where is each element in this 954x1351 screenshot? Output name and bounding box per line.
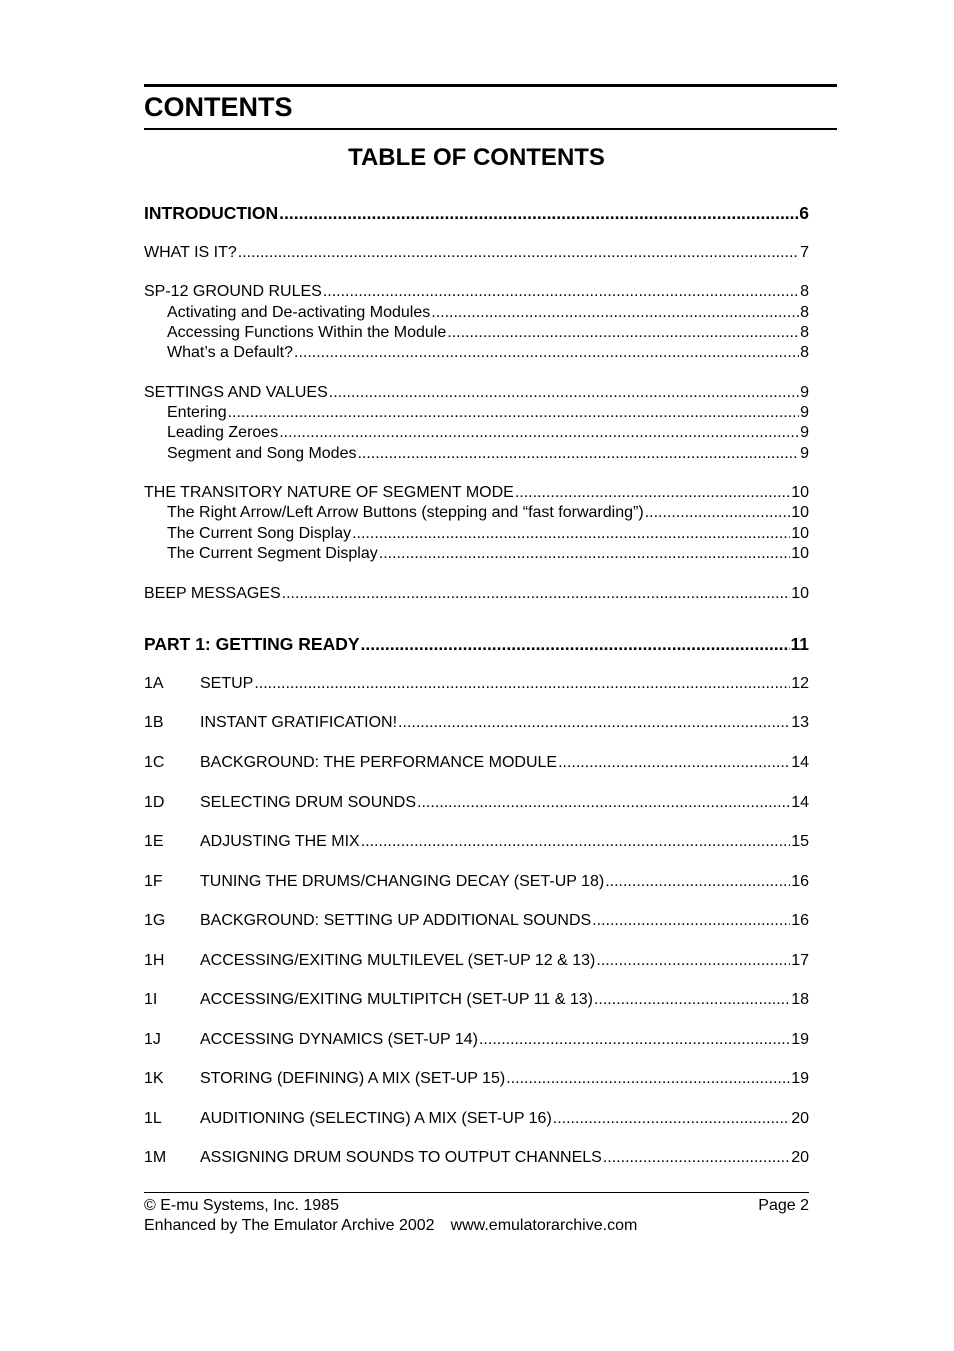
dot-leader <box>596 951 790 971</box>
archive-credit: Enhanced by The Emulator Archive 2002 <box>144 1217 435 1234</box>
toc-entry-page: 8 <box>800 283 809 300</box>
dot-leader <box>594 990 790 1010</box>
toc-entry <box>167 323 809 343</box>
toc-entry-title: ADJUSTING THE MIX <box>200 833 360 850</box>
dot-leader <box>357 444 799 464</box>
dot-leader <box>238 243 799 263</box>
toc-entry-title: The Current Segment Display <box>167 545 378 562</box>
dot-leader <box>323 282 799 302</box>
toc-entry-title: SETTINGS AND VALUES <box>144 384 328 401</box>
toc-entry-page: 18 <box>791 991 809 1008</box>
dot-leader <box>645 503 791 523</box>
toc-entry <box>167 524 809 544</box>
dot-leader <box>228 403 800 423</box>
toc-entry-page: 11 <box>790 634 809 654</box>
dot-leader <box>398 713 790 733</box>
toc-entry-page: 19 <box>791 1031 809 1048</box>
toc-entry-page: 13 <box>791 714 809 731</box>
dot-leader <box>279 202 798 224</box>
dot-leader <box>515 483 790 503</box>
toc-entry <box>144 633 809 655</box>
toc-entry-title: Accessing Functions Within the Module <box>167 324 447 341</box>
toc-title: TABLE OF CONTENTS <box>348 144 605 171</box>
toc-entry-title: THE TRANSITORY NATURE OF SEGMENT MODE <box>144 484 514 501</box>
toc-entry <box>167 544 809 564</box>
toc-entry-page: 14 <box>791 794 809 811</box>
toc-entry <box>144 911 809 931</box>
toc-entry <box>167 423 809 443</box>
toc-entry <box>144 832 809 852</box>
toc-entry <box>144 243 809 263</box>
toc-entry-page: 6 <box>799 203 809 223</box>
toc-entry-title: Leading Zeroes <box>167 424 279 441</box>
toc-entry-title: Entering <box>167 404 227 421</box>
page-number: Page 2 <box>758 1197 809 1214</box>
toc-entry-title: ACCESSING DYNAMICS (SET-UP 14) <box>200 1031 478 1048</box>
toc-entry-page: 8 <box>800 304 809 321</box>
toc-entry <box>144 1069 809 1089</box>
toc-entry-page: 16 <box>791 873 809 890</box>
toc-entry <box>144 1109 809 1129</box>
dot-leader <box>352 524 790 544</box>
dot-leader <box>431 303 799 323</box>
toc-entry-page: 9 <box>800 384 809 401</box>
toc-entry <box>144 753 809 773</box>
dot-leader <box>417 793 790 813</box>
toc-entry-title: SETUP <box>200 675 254 692</box>
footer-line-1 <box>144 1196 809 1216</box>
toc-entry <box>144 872 809 892</box>
toc-entry-title: INTRODUCTION <box>144 203 279 223</box>
toc-entry-number: 1M <box>144 1149 167 1166</box>
toc-entry-title: ACCESSING/EXITING MULTIPITCH (SET-UP 11 & 13) <box>200 991 593 1008</box>
toc-entry-page: 8 <box>800 324 809 341</box>
toc-entry-title: AUDITIONING (SELECTING) A MIX (SET-UP 16) <box>200 1110 552 1127</box>
toc-entry-title: The Right Arrow/Left Arrow Buttons (stepping and “fast forwarding”) <box>167 504 644 521</box>
toc-entry-number: 1E <box>144 833 164 850</box>
toc-entry-title: STORING (DEFINING) A MIX (SET-UP 15) <box>200 1070 506 1087</box>
toc-entry <box>144 483 809 503</box>
dot-leader <box>592 911 790 931</box>
toc-entry <box>144 383 809 403</box>
toc-entry <box>144 793 809 813</box>
toc-entry-title: BEEP MESSAGES <box>144 585 281 602</box>
toc-entry <box>144 713 809 733</box>
dot-leader <box>447 323 799 343</box>
toc-entry-page: 12 <box>791 675 809 692</box>
toc-entry <box>144 282 809 302</box>
toc-entry <box>167 343 809 363</box>
toc-entry <box>144 951 809 971</box>
copyright-text: © E-mu Systems, Inc. 1985 <box>144 1197 339 1214</box>
dot-leader <box>479 1030 790 1050</box>
toc-entry-page: 17 <box>791 952 809 969</box>
toc-entry-title: BACKGROUND: THE PERFORMANCE MODULE <box>200 754 558 771</box>
dot-leader <box>379 544 790 564</box>
toc-entry-title: What’s a Default? <box>167 344 293 361</box>
toc-entry <box>144 202 809 224</box>
dot-leader <box>361 832 790 852</box>
toc-entry-title: SP-12 GROUND RULES <box>144 283 322 300</box>
dot-leader <box>361 633 790 655</box>
toc-entry-title: The Current Song Display <box>167 525 352 542</box>
dot-leader <box>506 1069 790 1089</box>
toc-entry-page: 20 <box>791 1149 809 1166</box>
toc-entry-page: 16 <box>791 912 809 929</box>
toc-entry-number: 1A <box>144 675 164 692</box>
dot-leader <box>279 423 799 443</box>
toc-entry-title: INSTANT GRATIFICATION! <box>200 714 398 731</box>
dot-leader <box>558 753 790 773</box>
toc-entry-title: BACKGROUND: SETTING UP ADDITIONAL SOUNDS <box>200 912 592 929</box>
archive-url: www.emulatorarchive.com <box>450 1217 638 1234</box>
toc-entry-number: 1I <box>144 991 158 1008</box>
toc-entry <box>144 1030 809 1050</box>
toc-entry-title: Segment and Song Modes <box>167 445 357 462</box>
dot-leader <box>254 674 790 694</box>
toc-entry-number: 1G <box>144 912 166 929</box>
toc-entry-number: 1D <box>144 794 165 811</box>
toc-entry <box>167 444 809 464</box>
toc-entry <box>167 303 809 323</box>
toc-entry-page: 9 <box>800 424 809 441</box>
toc-entry <box>144 1148 809 1168</box>
toc-entry-page: 10 <box>791 504 809 521</box>
toc-entry-title: ACCESSING/EXITING MULTILEVEL (SET-UP 12 & 13) <box>200 952 596 969</box>
toc-entry-page: 9 <box>800 445 809 462</box>
toc-entry-number: 1C <box>144 754 165 771</box>
toc-entry-number: 1F <box>144 873 163 890</box>
toc-entry-title: WHAT IS IT? <box>144 244 237 261</box>
toc-entry <box>167 403 809 423</box>
toc-entry-page: 10 <box>791 484 809 501</box>
toc-entry-page: 15 <box>791 833 809 850</box>
toc-entry-page: 10 <box>791 545 809 562</box>
toc-entry-title: ASSIGNING DRUM SOUNDS TO OUTPUT CHANNELS <box>200 1149 602 1166</box>
toc-entry-page: 20 <box>791 1110 809 1127</box>
footer-line-2 <box>144 1216 809 1236</box>
toc-entry-page: 10 <box>791 525 809 542</box>
dot-leader <box>294 343 799 363</box>
toc-entry-page: 14 <box>791 754 809 771</box>
dot-leader <box>603 1148 790 1168</box>
toc-entry-title: PART 1: GETTING READY <box>144 634 360 654</box>
section-heading: CONTENTS <box>144 92 293 122</box>
dot-leader <box>605 872 790 892</box>
toc-entry <box>167 503 809 523</box>
toc-entry <box>144 674 809 694</box>
toc-entry-page: 19 <box>791 1070 809 1087</box>
toc-entry-number: 1H <box>144 952 165 969</box>
toc-entry <box>144 990 809 1010</box>
toc-entry-page: 9 <box>800 404 809 421</box>
toc-entry-page: 10 <box>791 585 809 602</box>
toc-entry-title: TUNING THE DRUMS/CHANGING DECAY (SET-UP 18) <box>200 873 605 890</box>
toc-entry-number: 1L <box>144 1110 162 1127</box>
toc-entry-page: 7 <box>800 244 809 261</box>
dot-leader <box>282 584 791 604</box>
footer-rule <box>144 1192 809 1193</box>
toc-entry-page: 8 <box>800 344 809 361</box>
toc-entry-title: SELECTING DRUM SOUNDS <box>200 794 417 811</box>
toc-entry-number: 1B <box>144 714 164 731</box>
toc-entry-number: 1J <box>144 1031 161 1048</box>
toc-entry-number: 1K <box>144 1070 164 1087</box>
toc-entry <box>144 584 809 604</box>
dot-leader <box>329 383 799 403</box>
toc-entry-title: Activating and De-activating Modules <box>167 304 431 321</box>
dot-leader <box>553 1109 790 1129</box>
